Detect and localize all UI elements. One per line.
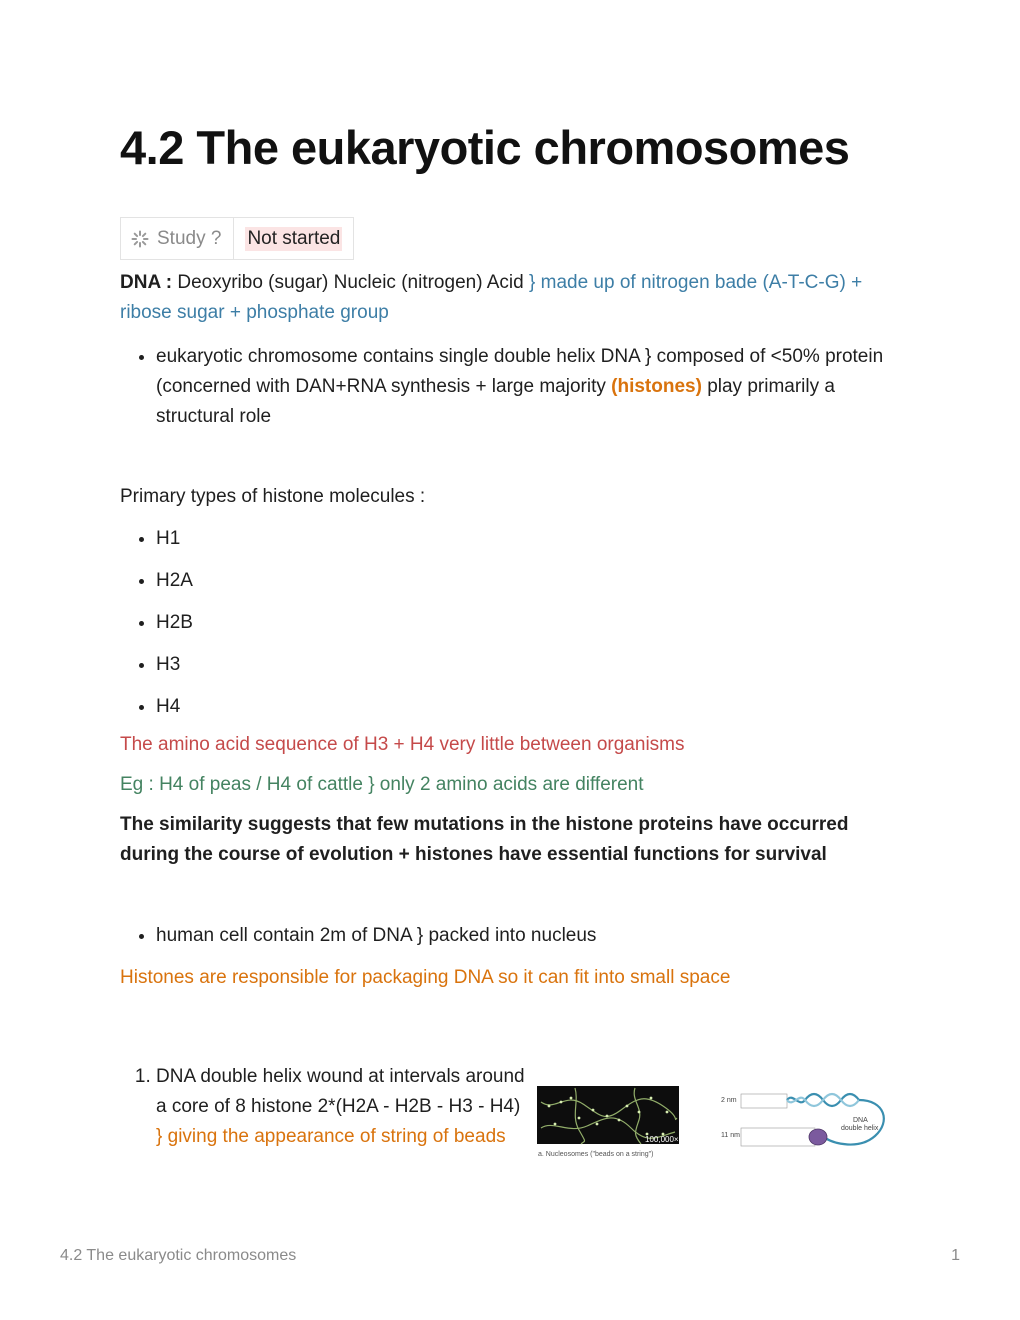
status-badge[interactable]: Not started	[247, 227, 341, 249]
property-name	[121, 218, 234, 259]
dna-definition	[120, 268, 900, 328]
bullet-list-1	[120, 342, 900, 432]
magnification-label: 100,000×	[645, 1135, 679, 1144]
page-title: 4.2 The eukaryotic chromosomes	[120, 121, 850, 174]
packaging-note: Histones are responsible for packaging DNA so it can fit into small space	[120, 967, 731, 988]
dna-helix	[787, 1094, 884, 1145]
property-name-label: Study ?	[157, 227, 222, 249]
label-2nm: 2 nm	[721, 1097, 737, 1104]
list-item: • human cell contain 2m of DNA } packed into nucleus	[156, 921, 900, 951]
list-item: • H2B	[156, 608, 900, 638]
list-item: • H3	[156, 650, 900, 680]
numbered-highlight: } giving the appearance of string of beads	[156, 1126, 506, 1147]
dna-text: Deoxyribo (sugar) Nucleic (nitrogen) Acid	[172, 272, 529, 293]
histone-list	[120, 524, 900, 722]
list-item: • H1	[156, 524, 900, 554]
page-number: 1	[951, 1247, 960, 1264]
loading-spinner-icon	[131, 230, 149, 248]
list-item	[156, 342, 900, 432]
list-item	[156, 1062, 526, 1152]
dna-highlight: } made up of nitrogen bade (A-T-C-G) + ribose sugar + phosphate group	[120, 272, 863, 323]
example-note: Eg : H4 of peas / H4 of cattle } only 2 amino acids are different	[120, 774, 644, 795]
micrograph-caption: a. Nucleosomes ("beads on a string")	[538, 1151, 654, 1158]
amino-note: The amino acid sequence of H3 + H4 very little between organisms	[120, 734, 685, 755]
nucleosome-figure	[535, 1082, 895, 1162]
numbered-list	[120, 1062, 526, 1152]
label-helix: double helix	[841, 1125, 879, 1132]
bullet-text: play primarily a structural role	[156, 376, 835, 427]
label-11nm: 11 nm	[721, 1132, 740, 1139]
numbered-text: DNA double helix wound at intervals around a core of 8 histone 2*(H2A - H2B - H3 - H4)	[156, 1066, 525, 1117]
property-value[interactable]	[234, 218, 353, 259]
bullet-text: eukaryotic chromosome contains single double helix DNA } composed of <50% protein (concerned with DAN+RNA synthesis + large majority	[156, 346, 884, 397]
bullet-list-2	[120, 921, 900, 951]
dna-label: DNA :	[120, 272, 173, 293]
similarity-note: The similarity suggests that few mutations in the histone proteins have occurred during the course of evolution + histones have essential functions for survival	[120, 814, 849, 865]
primary-types-heading: Primary types of histone molecules :	[120, 486, 426, 507]
list-item: • H4	[156, 692, 900, 722]
numbered-section	[120, 1062, 900, 1158]
histone-core	[809, 1129, 827, 1145]
property-row[interactable]	[120, 217, 354, 260]
list-item: • H2A	[156, 566, 900, 596]
label-dna: DNA	[853, 1117, 868, 1124]
page-content	[120, 268, 900, 993]
histones-highlight: (histones)	[611, 376, 702, 397]
footer-title: 4.2 The eukaryotic chromosomes	[60, 1247, 297, 1264]
